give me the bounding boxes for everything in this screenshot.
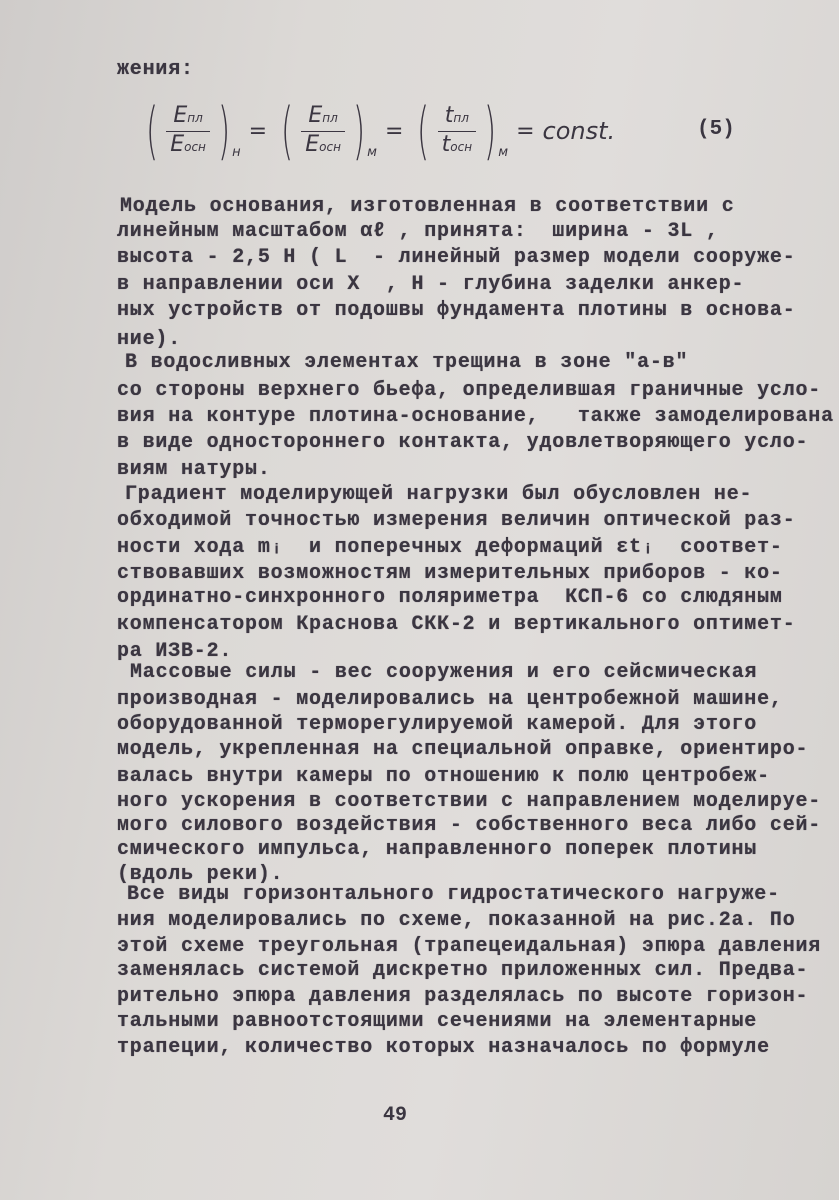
index: м bbox=[367, 145, 377, 160]
symbol: E bbox=[170, 131, 185, 157]
symbol: E bbox=[173, 102, 188, 128]
text-line: Все виды горизонтального гидростатического нагруже- bbox=[127, 883, 780, 906]
subscript: пл bbox=[322, 110, 338, 125]
ratio-model: ( $\frac{\text{Eпл}}{\text{Eосн}}$ ) м bbox=[281, 94, 377, 167]
text-line: со стороны верхнего бьефа, определившая граничные усло- bbox=[117, 379, 822, 402]
text-line: Модель основания, изготовленная в соответствии с bbox=[120, 195, 735, 218]
subscript: осн bbox=[184, 139, 206, 154]
text-line: ординатно-синхронного поляриметра КСП-6 со слюдяным bbox=[117, 586, 783, 609]
text-line: Массовые силы - вес сооружения и его сейсмическая bbox=[130, 661, 758, 684]
text-line: тальными равноотстоящими сечениями на элементарные bbox=[117, 1010, 758, 1033]
text-line: высота - 2,5 Н ( L - линейный размер модели сооруже- bbox=[117, 246, 796, 269]
text-line: мого силового воздействия - собственного веса либо сей- bbox=[117, 814, 822, 837]
text-line: ние). bbox=[117, 328, 182, 351]
constant: const. bbox=[542, 117, 616, 145]
text-line: ния моделировались по схеме, показанной на рис.2а. По bbox=[117, 909, 796, 932]
text-line: Градиент моделирующей нагрузки был обусловлен не- bbox=[125, 483, 753, 506]
index: н bbox=[232, 145, 241, 160]
text-line: заменялась системой дискретно приложенных сил. Предва- bbox=[117, 959, 809, 982]
subscript: осн bbox=[450, 139, 473, 154]
symbol: E bbox=[305, 131, 320, 157]
text-line: валась внутри камеры по отношению к полю центробеж- bbox=[117, 765, 770, 788]
text-line: В водосливных элементах трещина в зоне "а-в" bbox=[125, 351, 689, 374]
ratio-thickness: ( $\frac{\text{tпл}}{\text{tосн}}$ ) м bbox=[417, 94, 509, 167]
symbol: E bbox=[308, 102, 323, 128]
text-line: ности хода mᵢ и поперечных деформаций εtᵢ соответ- bbox=[117, 536, 783, 559]
equation-5 bbox=[140, 96, 615, 166]
text-line: виям натуры. bbox=[117, 458, 271, 481]
text-line: линейным масштабом αℓ , принята: ширина - 3L , bbox=[117, 220, 719, 243]
symbol: t bbox=[444, 102, 454, 128]
text-line: рительно эпюра давления разделялась по высоте горизон- bbox=[117, 985, 809, 1008]
text-line: в виде одностороннего контакта, удовлетворяющего усло- bbox=[117, 431, 809, 454]
text-line: в направлении оси X , Н - глубина заделки анкер- bbox=[117, 273, 745, 296]
equals-sign: = bbox=[516, 118, 535, 144]
equals-sign: = bbox=[248, 118, 268, 144]
text-line: ных устройств от подошвы фундамента плотины в основа- bbox=[117, 299, 796, 322]
text-line: модель, укрепленная на специальной оправке, ориентиро- bbox=[117, 738, 809, 761]
text-line: смического импульса, направленного поперек плотины bbox=[117, 838, 758, 861]
symbol: t bbox=[441, 131, 451, 157]
subscript: пл bbox=[453, 110, 469, 125]
text-line: вия на контуре плотина-основание, также замоделирована bbox=[117, 405, 834, 428]
ratio-nature: ( $\frac{\text{Eпл}}{\text{Eосн}}$ ) н bbox=[146, 94, 241, 167]
subscript: пл bbox=[187, 110, 203, 125]
text-line: этой схеме треугольная (трапецеидальная) эпюра давления bbox=[117, 935, 822, 958]
intro-fragment: жения: bbox=[117, 58, 194, 81]
text-line: производная - моделировались на центробежной машине, bbox=[117, 688, 783, 711]
text-line: трапеции, количество которых назначалось по формуле bbox=[117, 1036, 770, 1059]
text-line: ного ускорения в соответствии с направлением моделируе- bbox=[117, 790, 822, 813]
equals-sign: = bbox=[384, 118, 404, 144]
text-line: компенсатором Краснова СКК-2 и вертикального оптимет- bbox=[117, 613, 796, 636]
text-line: обходимой точностью измерения величин оптической раз- bbox=[117, 509, 796, 532]
subscript: осн bbox=[319, 139, 341, 154]
text-line: ра ИЗВ-2. bbox=[117, 640, 233, 663]
text-line: оборудованной терморегулируемой камерой. Для этого bbox=[117, 713, 758, 736]
page-number: 49 bbox=[383, 1104, 408, 1127]
text-line: ствовавших возможностям измерительных приборов - ко- bbox=[117, 562, 783, 585]
equation-number: (5) bbox=[697, 118, 735, 141]
index: м bbox=[498, 145, 509, 160]
text-line: (вдоль реки). bbox=[117, 863, 284, 886]
